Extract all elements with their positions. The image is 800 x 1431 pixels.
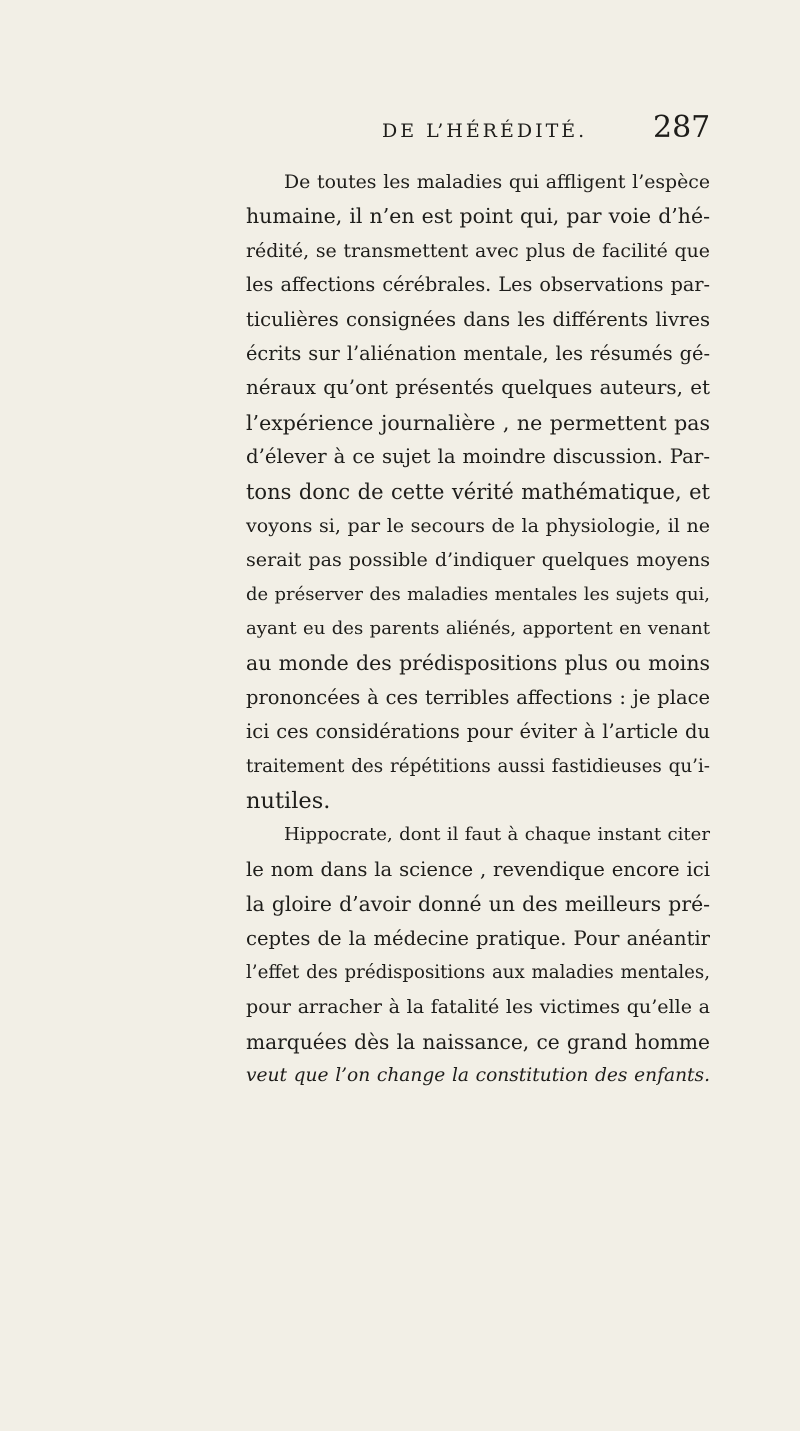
running-title: DE L’HÉRÉDITÉ. xyxy=(382,120,588,142)
text-line: ticulières consignées dans les différents livres xyxy=(246,307,710,331)
text-line: rédité, se transmettent avec plus de facilité que xyxy=(246,239,710,262)
text-line: la gloire d’avoir donné un des meilleurs pré- xyxy=(246,892,710,917)
text-line: de préserver des maladies mentales les sujets qui, xyxy=(246,583,710,605)
text-line: humaine, il n’en est point qui, par voie d’hé- xyxy=(246,204,710,229)
text-line: ayant eu des parents aliénés, apportent en venant xyxy=(246,618,710,640)
text-line: l’expérience journalière , ne permettent pas xyxy=(246,410,710,435)
text-line: nutiles. xyxy=(246,788,331,815)
text-line: ceptes de la médecine pratique. Pour anéantir xyxy=(246,926,710,950)
text-line: l’effet des prédispositions aux maladies mentales, xyxy=(246,961,710,983)
text-line: tons donc de cette vérité mathématique, et xyxy=(246,479,710,504)
text-line: au monde des prédispositions plus ou moins xyxy=(246,651,710,676)
text-line: traitement des répétitions aussi fastidieuses qu’i- xyxy=(246,755,710,777)
body-text xyxy=(246,165,710,1094)
text-line: d’élever à ce sujet la moindre discussion. Par- xyxy=(246,445,710,469)
text-line: le nom dans la science , revendique encore ici xyxy=(246,857,710,881)
text-line: marquées dès la naissance, ce grand homme xyxy=(246,1029,710,1054)
text-line: voyons si, par le secours de la physiologie, il ne xyxy=(246,514,710,537)
text-line: pour arracher à la fatalité les victimes qu’elle a xyxy=(246,996,710,1019)
text-line: prononcées à ces terribles affections : je place xyxy=(246,685,710,709)
page-number: 287 xyxy=(653,110,711,145)
text-line: Hippocrate, dont il faut à chaque instant citer xyxy=(284,824,710,846)
text-line: les affections cérébrales. Les observations par- xyxy=(246,273,710,297)
text-line-italic: veut que l’on change la constitution des enfants. xyxy=(246,1065,710,1087)
text-line: ici ces considérations pour éviter à l’article du xyxy=(246,720,710,744)
text-line: écrits sur l’aliénation mentale, les résumés gé- xyxy=(246,341,710,365)
text-line: néraux qu’ont présentés quelques auteurs, et xyxy=(246,376,710,400)
text-line: serait pas possible d’indiquer quelques moyens xyxy=(246,549,710,572)
text-line: De toutes les maladies qui affligent l’espèce xyxy=(284,171,710,193)
